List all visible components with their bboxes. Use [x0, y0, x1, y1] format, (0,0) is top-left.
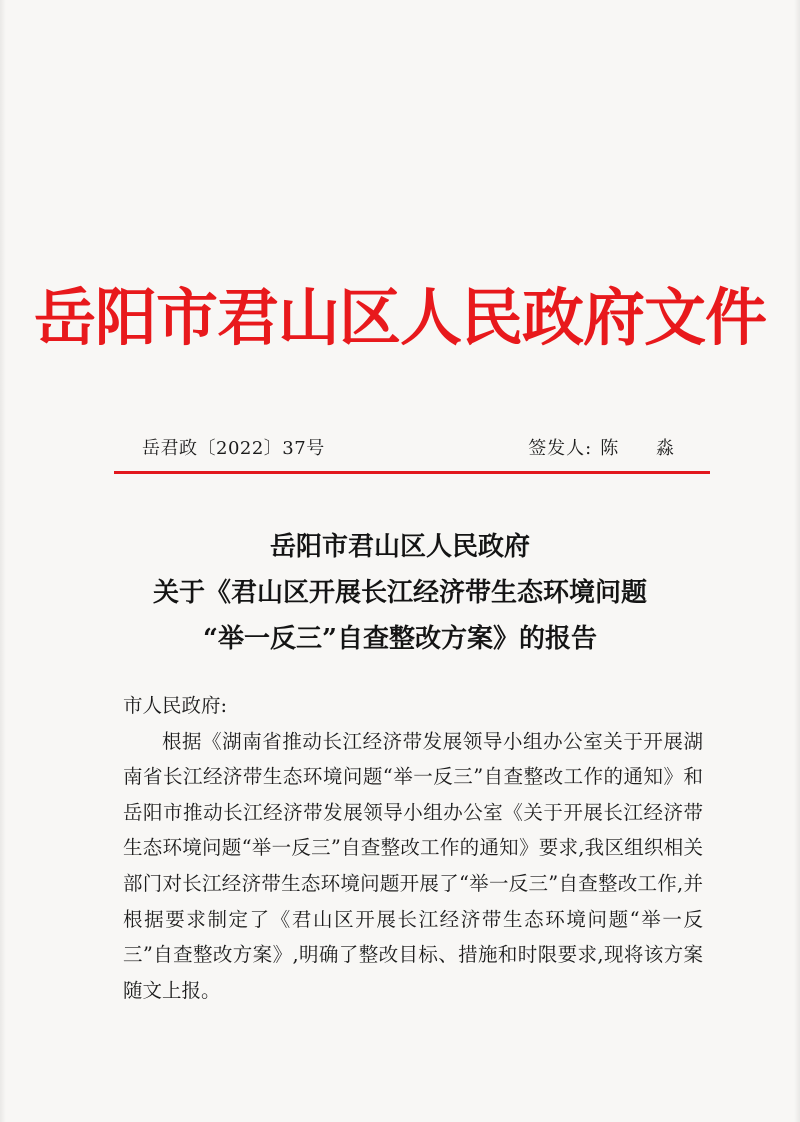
report-title-line-1: 岳阳市君山区人民政府: [269, 532, 530, 562]
report-title: [0, 524, 800, 662]
report-title-line-3: “举一反三”自查整改方案》的报告: [203, 624, 597, 654]
body-text: [123, 688, 703, 1008]
document-number: 岳君政〔2022〕37号: [142, 438, 325, 459]
signer-name: 陈 淼: [600, 438, 690, 459]
report-title-line-2: 关于《君山区开展长江经济带生态环境问题: [152, 578, 647, 608]
red-separator-line: [114, 471, 710, 474]
masthead-title: 岳阳市君山区人民政府文件: [33, 281, 766, 354]
body-paragraph: 根据《湖南省推动长江经济带发展领导小组办公室关于开展湖南省长江经济带生态环境问题“举一反三”自查整改工作的通知》和岳阳市推动长江经济带发展领导小组办公室《关于开展长江经济带生态环境问题“举一反三”自查整改工作的通知》要求,我区组织相关部门对长江经济带生态环境问题开展了“举一反三”自查整改工作,并根据要求制定了《君山区开展长江经济带生态环境问题“举一反三”自查整改方案》,明确了整改目标、措施和时限要求,现将该方案随文上报。: [123, 729, 703, 1002]
signer: [528, 434, 690, 464]
salutation: 市人民政府:: [123, 694, 228, 717]
document-meta-row: [142, 434, 702, 464]
signer-label: 签发人:: [528, 438, 593, 459]
